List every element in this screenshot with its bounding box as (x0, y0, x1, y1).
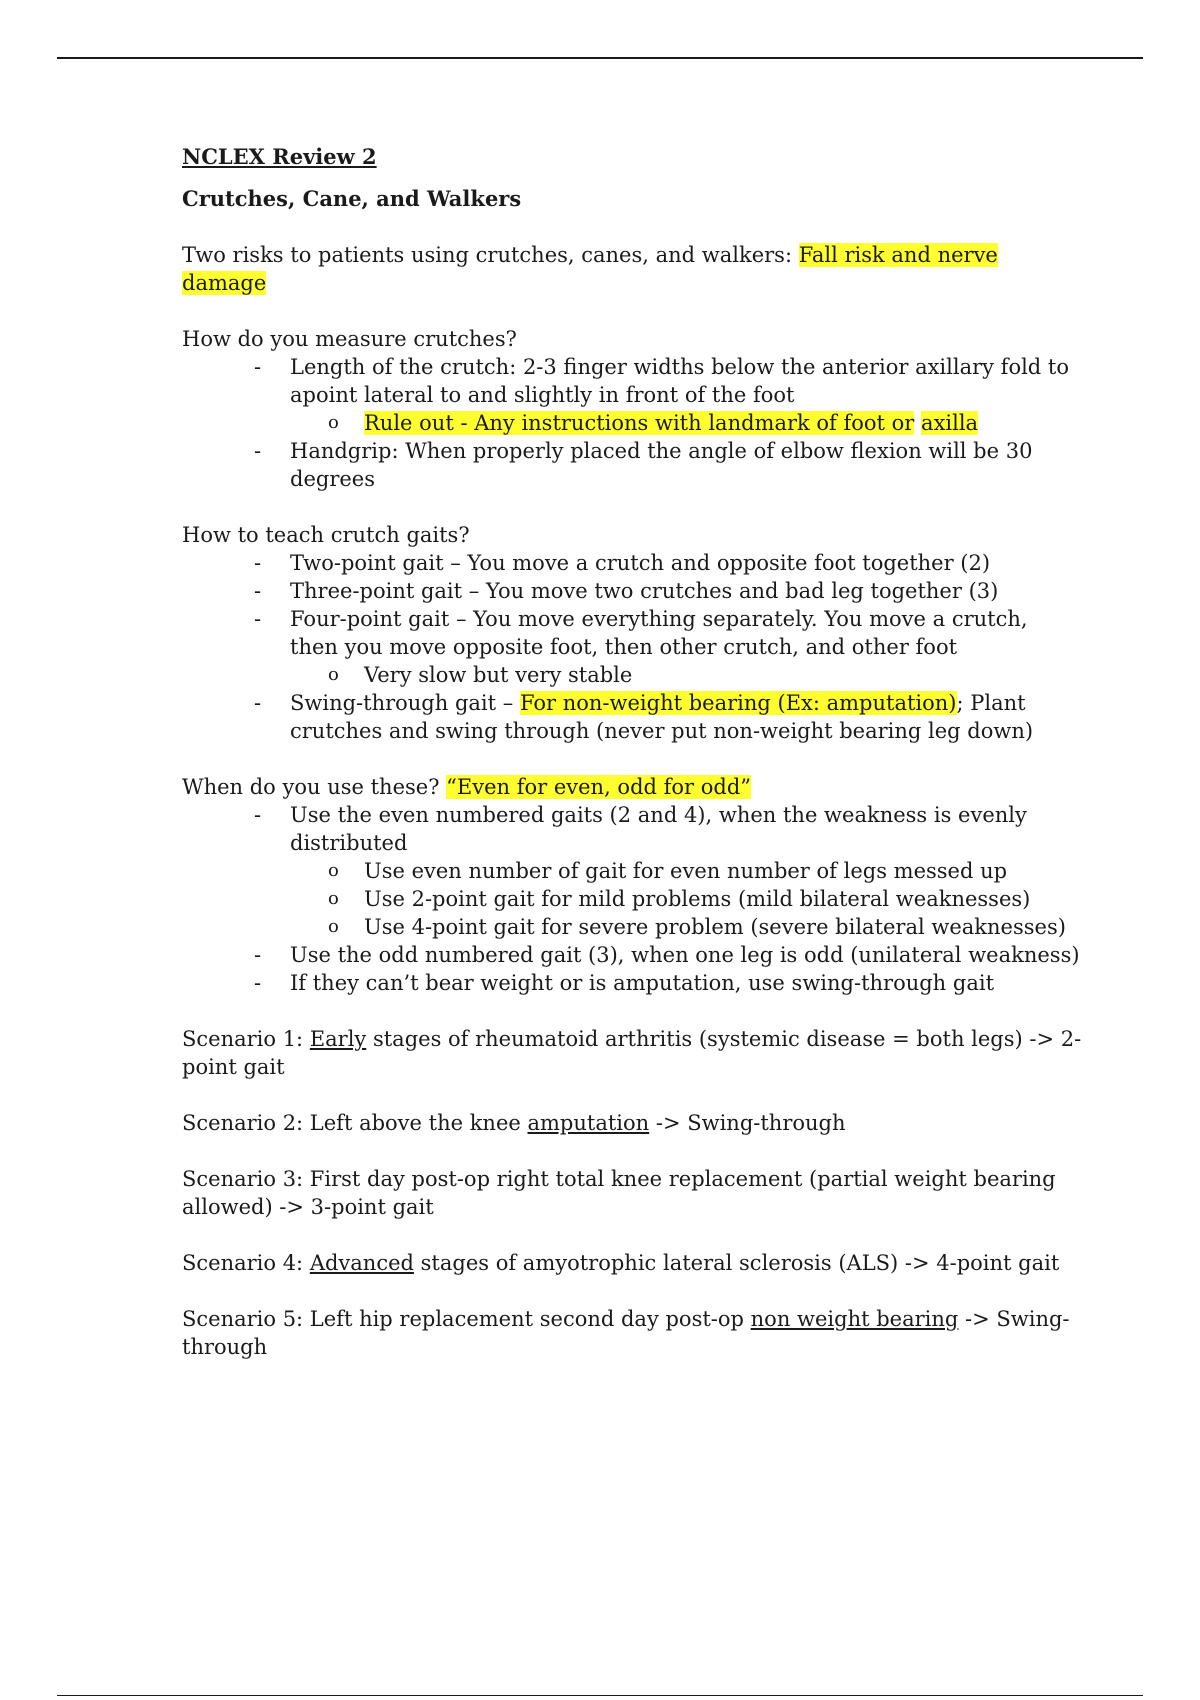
list-item (182, 577, 1082, 605)
list-item (182, 801, 1082, 857)
dash-marker: - (254, 691, 262, 715)
scenario-4-b: stages of amyotrophic lateral sclerosis (ALS) -> 4-point gait (413, 1251, 1060, 1275)
scenario-1-a: Scenario 1: (182, 1027, 310, 1051)
list-item (182, 605, 1082, 661)
scenario-2-underline: amputation (527, 1111, 650, 1135)
swing-text-b: ; Plant crutches and swing through (never put non-weight bearing leg down) (290, 691, 1034, 743)
even-text: Use the even numbered gaits (2 and 4), when the weakness is evenly distributed (290, 803, 1027, 855)
list-item (182, 549, 1082, 577)
doc-title: NCLEX Review 2 (182, 144, 377, 169)
scenario-2 (182, 1109, 1082, 1137)
dash-marker: - (254, 971, 262, 995)
dash-marker: - (254, 943, 262, 967)
scenario-1 (182, 1025, 1082, 1081)
use-mnemonic: “Even for even, odd for odd” (446, 775, 752, 799)
scenario-3: Scenario 3: First day post-op right total knee replacement (partial weight bearing allowed) -> 3-point gait (182, 1167, 1056, 1219)
dash-marker: - (254, 803, 262, 827)
scenario-5-underline: non weight bearing (750, 1307, 959, 1331)
rule-out-text: Rule out - Any instructions with landmark of foot or (364, 411, 915, 435)
scenario-4-a: Scenario 4: (182, 1251, 310, 1275)
swing-use-text: If they can’t bear weight or is amputation, use swing-through gait (290, 971, 995, 995)
three-point-text: Three-point gait – You move two crutches and bad leg together (3) (290, 579, 999, 603)
length-text: Length of the crutch: 2-3 finger widths below the anterior axillary fold to apoint lateral to and slightly in front of the foot (290, 355, 1070, 407)
four-point-note: Very slow but very stable (364, 663, 633, 687)
use-question: When do you use these? (182, 775, 447, 799)
four-point-text: Four-point gait – You move everything separately. You move a crutch, then you move opposite foot, then other crutch, and other foot (290, 607, 1028, 659)
list-item (182, 409, 1082, 437)
list-item (182, 353, 1082, 409)
risks-lead: Two risks to patients using crutches, canes, and walkers: (182, 243, 799, 267)
swing-highlight: For non-weight bearing (Ex: amputation) (519, 691, 957, 715)
circle-marker: o (328, 888, 339, 909)
scenario-5-a: Scenario 5: Left hip replacement second day post-op (182, 1307, 751, 1331)
dash-marker: - (254, 607, 262, 631)
even-sub1: Use even number of gait for even number of legs messed up (364, 859, 1008, 883)
use-paragraph (182, 773, 1082, 801)
list-item (182, 689, 1082, 745)
swing-text-a: Swing-through gait – (290, 691, 520, 715)
measure-question: How do you measure crutches? (182, 327, 517, 351)
dash-marker: - (254, 439, 262, 463)
bottom-rule (57, 1695, 1143, 1696)
top-rule (57, 57, 1143, 59)
list-item (182, 969, 1082, 997)
list-item (182, 437, 1082, 493)
scenario-5-b: -> Swing-through (182, 1307, 1070, 1359)
handgrip-text: Handgrip: When properly placed the angle of elbow flexion will be 30 degrees (290, 439, 1033, 491)
list-item (182, 913, 1082, 941)
risks-answer: Fall risk and nerve damage (182, 243, 998, 295)
section-heading: Crutches, Cane, and Walkers (182, 186, 522, 211)
scenario-2-b: -> Swing-through (649, 1111, 846, 1135)
two-point-text: Two-point gait – You move a crutch and opposite foot together (2) (290, 551, 991, 575)
gaits-question: How to teach crutch gaits? (182, 523, 470, 547)
rule-out-axilla: axilla (921, 411, 979, 435)
dash-marker: - (254, 579, 262, 603)
scenario-4 (182, 1249, 1082, 1277)
scenario-5 (182, 1305, 1082, 1361)
scenario-4-underline: Advanced (309, 1251, 414, 1275)
circle-marker: o (328, 860, 339, 881)
scenario-2-a: Scenario 2: Left above the knee (182, 1111, 528, 1135)
circle-marker: o (328, 664, 339, 685)
scenario-1-underline: Early (309, 1027, 367, 1051)
document-body (182, 143, 1082, 1361)
odd-text: Use the odd numbered gait (3), when one leg is odd (unilateral weakness) (290, 943, 1080, 967)
list-item (182, 941, 1082, 969)
list-item (182, 857, 1082, 885)
circle-marker: o (328, 412, 339, 433)
dash-marker: - (254, 355, 262, 379)
scenario-1-b: stages of rheumatoid arthritis (systemic disease = both legs) -> 2-point gait (182, 1027, 1082, 1079)
even-sub2: Use 2-point gait for mild problems (mild bilateral weaknesses) (364, 887, 1031, 911)
risks-paragraph (182, 241, 1082, 297)
list-item (182, 885, 1082, 913)
dash-marker: - (254, 551, 262, 575)
circle-marker: o (328, 916, 339, 937)
list-item (182, 661, 1082, 689)
even-sub3: Use 4-point gait for severe problem (severe bilateral weaknesses) (364, 915, 1066, 939)
